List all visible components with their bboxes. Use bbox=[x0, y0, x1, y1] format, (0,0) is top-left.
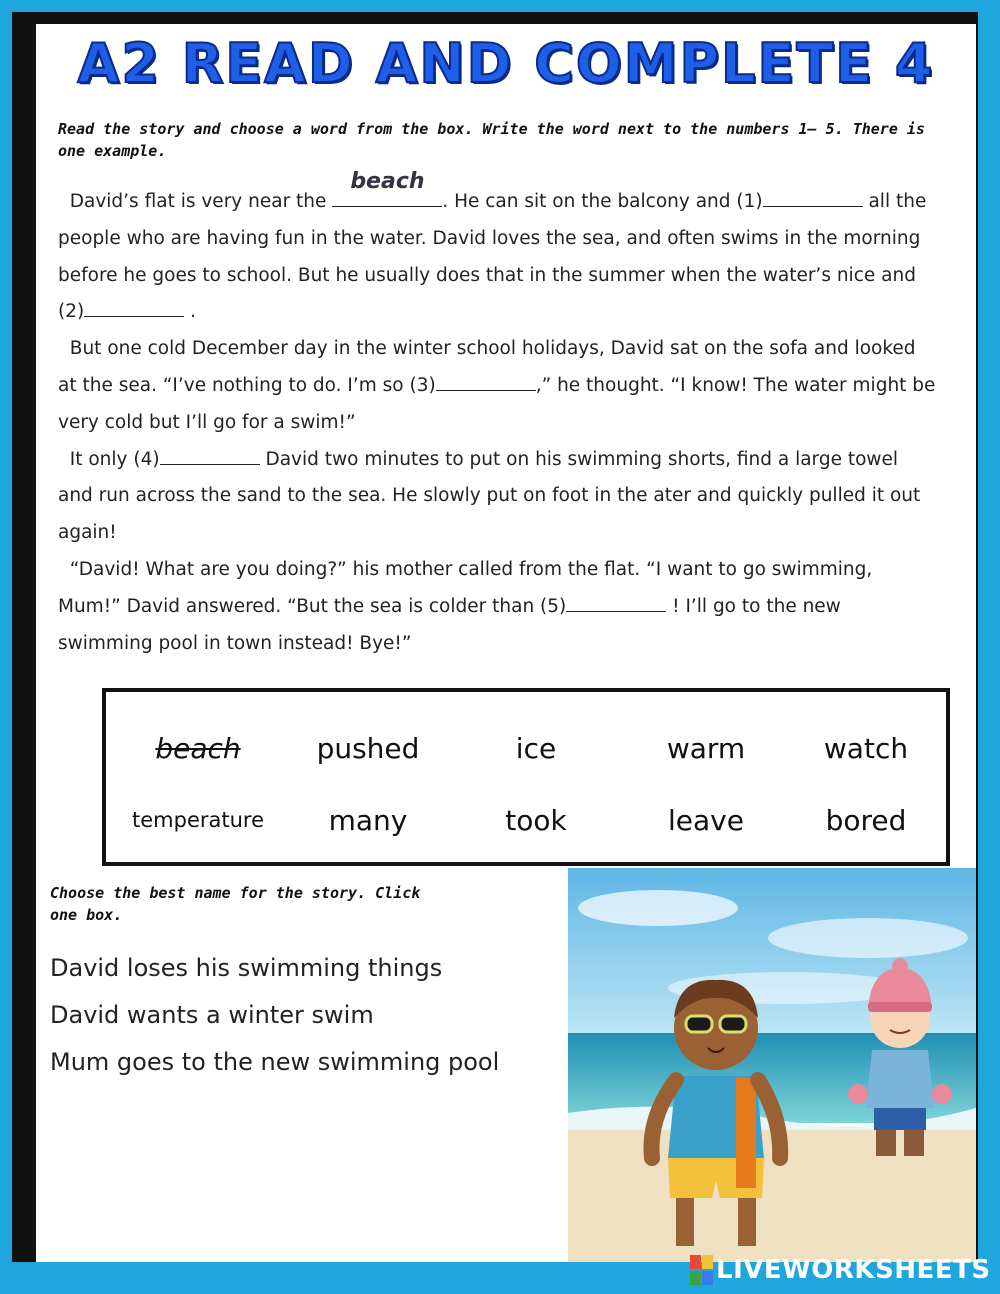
word-took: took bbox=[505, 804, 567, 837]
word-temperature: temperature bbox=[132, 808, 264, 832]
word-ice: ice bbox=[515, 732, 557, 765]
instructions: Read the story and choose a word from the box. Write the word next to the numbers 1– 5. There is one example. bbox=[58, 120, 925, 160]
worksheet bbox=[36, 24, 976, 1262]
page-frame bbox=[12, 12, 978, 1262]
story-paragraph-2 bbox=[58, 331, 938, 441]
story-text-segment: all the people who are having fun in the water. David loves the sea, and often swims in the morning before he goes to school. But he usually does that in the summer when the water’s nice and (2) bbox=[58, 191, 927, 323]
word-watch: watch bbox=[823, 732, 909, 765]
answer-blank-5[interactable] bbox=[566, 591, 666, 612]
answer-blank-3[interactable] bbox=[436, 370, 536, 391]
word-beach: beach bbox=[155, 732, 241, 765]
option-3[interactable]: Mum goes to the new swimming pool bbox=[50, 1048, 500, 1076]
story-text-segment: It only (4) bbox=[69, 448, 160, 470]
story-paragraph-4 bbox=[58, 552, 938, 662]
word-pushed: pushed bbox=[316, 732, 420, 765]
liveworksheets-logo-icon bbox=[690, 1255, 714, 1285]
story-paragraph-1 bbox=[58, 169, 938, 331]
page-title: A2 READ AND COMPLETE 4 bbox=[77, 32, 935, 95]
story-text-segment: . bbox=[184, 301, 196, 323]
story-text-segment: David’s flat is very near the bbox=[69, 191, 333, 212]
story-paragraph-3 bbox=[58, 442, 938, 552]
choose-instruction: Choose the best name for the story. Click one box. bbox=[50, 884, 421, 924]
answer-blank-2[interactable] bbox=[84, 296, 184, 317]
story-text-segment: ! I’ll go to the new swimming pool in town instead! Bye!” bbox=[58, 595, 841, 654]
story-text-segment: David two minutes to put on his swimming shorts, find a large towel and run across the sand to the sea. He slowly put on foot in the ater and quickly pulled it out again! bbox=[58, 448, 921, 544]
story-text-segment: But one cold December day in the winter school holidays, David sat on the sofa and looked at the sea. “I’ve nothing to do. I’m so (3) bbox=[58, 338, 916, 396]
beach-illustration bbox=[568, 868, 976, 1262]
word-warm: warm bbox=[666, 732, 746, 765]
answer-blank-4[interactable] bbox=[160, 444, 260, 465]
word-box bbox=[102, 688, 950, 866]
example-answer: beach bbox=[350, 169, 425, 194]
footer-brand[interactable]: LIVEWORKSHEETS bbox=[716, 1255, 991, 1285]
option-1[interactable]: David loses his swimming things bbox=[50, 954, 443, 982]
beach-illustration-svg bbox=[568, 868, 976, 1262]
option-2[interactable]: David wants a winter swim bbox=[50, 1001, 374, 1029]
story-text-segment: ,” he thought. “I know! The water might be very cold but I’ll go for a swim!” bbox=[58, 374, 936, 433]
example-answer-blank bbox=[332, 169, 442, 207]
story-text-segment: “David! What are you doing?” his mother called from the flat. “I want to go swimming, Mum!” David answered. “But the sea is colder than (5) bbox=[58, 558, 873, 617]
story-text-segment: . He can sit on the balcony and (1) bbox=[442, 191, 763, 212]
answer-blank-1[interactable] bbox=[763, 186, 863, 207]
story-text bbox=[58, 169, 938, 662]
word-many: many bbox=[328, 804, 408, 837]
word-leave: leave bbox=[668, 804, 744, 837]
word-bored: bored bbox=[825, 804, 907, 837]
